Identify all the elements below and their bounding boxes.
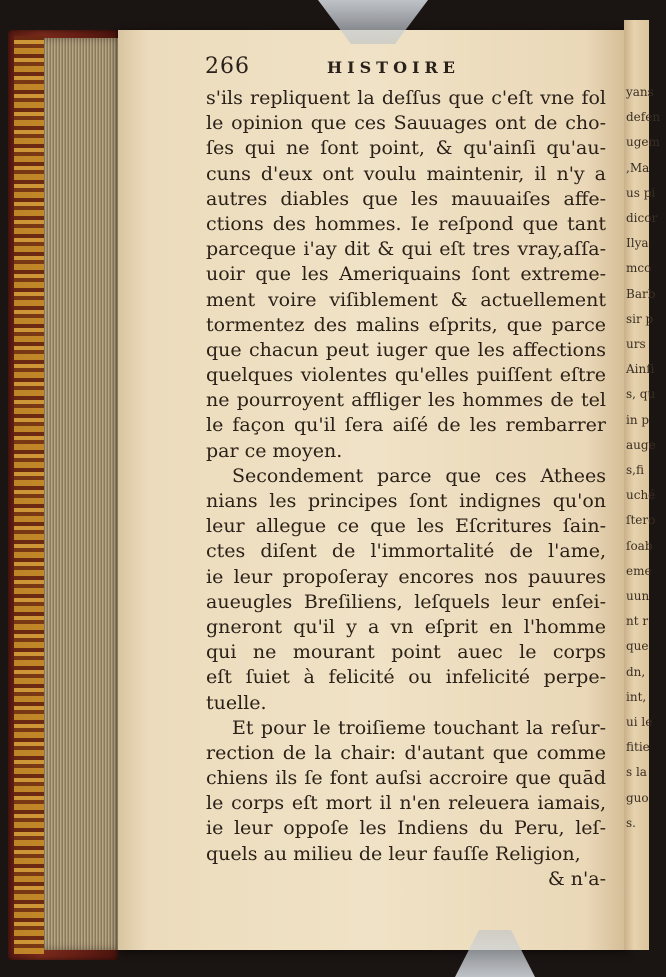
facing-page-fragment: eme (626, 563, 652, 578)
page-edges (44, 38, 122, 950)
text-line: tormentez des malins eſprits, que parce (206, 313, 606, 336)
text-line: rection de la chair: d'autant que comme (206, 741, 606, 764)
text-line: s'ils repliquent la deſſus que c'eſt vne fol (206, 87, 606, 109)
facing-page-fragment: Ainſi (626, 362, 655, 377)
facing-page-fragment: yans (626, 85, 654, 99)
facing-page-fragment: ,Ma (626, 160, 650, 175)
facing-page-fragment: mco (626, 261, 652, 276)
facing-page-fragment: Barb (626, 286, 656, 301)
body-text (206, 86, 606, 892)
facing-page-fragment: s. (626, 815, 636, 830)
facing-page-fragment: in p (626, 412, 650, 427)
text-line: leur allegue ce que les Eſcritures ſain- (206, 515, 606, 538)
text-line: chiens ils ſe font auſsi accroire que quād (206, 767, 606, 790)
text-line: nians les principes ſont indignes qu'on (206, 490, 606, 512)
facing-page-fragment: fitie (626, 740, 650, 755)
facing-page-fragment: uché (626, 488, 656, 503)
text-line: parceque i'ay dit & qui eſt tres vray,aſſa- (206, 238, 606, 261)
facing-page-fragment: ſtero (626, 513, 656, 528)
text-line: qui ne mourant point auec le corps (206, 641, 606, 664)
text-line: autres diables que les mauuaiſes affe- (206, 187, 606, 210)
facing-page-fragment: dn, (626, 664, 646, 679)
facing-page-fragment: que (626, 639, 649, 654)
facing-page-fragment: s,fi (626, 463, 644, 478)
text-line: tuelle. (206, 691, 267, 714)
text-line: le corps eſt mort il n'en releuera iamais, (206, 792, 606, 815)
text-line: ctes diſent de l'immortalité de l'ame, (206, 540, 606, 563)
facing-page-fragment: auge (626, 437, 656, 452)
text-line: ment voire viſiblement & actuellement (206, 288, 606, 311)
text-line: gneront qu'il y a vn eſprit en l'homme (206, 615, 606, 638)
text-line: uoir que les Ameriquains ſont extreme- (206, 263, 606, 286)
text-line: ne pourroyent affliger les hommes de tel (206, 389, 606, 412)
facing-page-fragment: dicor (626, 211, 658, 226)
facing-page-fragment: Ilya (626, 236, 649, 251)
running-title: HISTOIRE (327, 58, 460, 77)
text-line: ctions des hommes. Ie reſpond que tant (206, 212, 606, 235)
text-line: eſt ſuiet à felicité ou infelicité perpe- (206, 666, 606, 689)
facing-page-fragment: ugem (626, 135, 660, 150)
text-line: cuns d'eux ont voulu maintenir, il n'y a (206, 162, 606, 185)
text-line: aueugles Breſiliens, leſquels leur enſei- (206, 590, 606, 613)
text-line: quelques violentes qu'elles puiſſent eſtre (206, 364, 606, 387)
facing-page-fragment: uun (626, 589, 650, 604)
text-line: le opinion que ces Sauuages ont de cho- (206, 112, 606, 135)
text-line: ie leur propoſeray encores nos pauures (206, 565, 606, 588)
facing-page-fragment: defen (626, 110, 661, 125)
facing-page-fragment: urs (626, 337, 646, 352)
text-line: Secondement parce que ces Athees (232, 464, 606, 487)
catchword: & n'a- (547, 867, 606, 890)
text-line: que chacun peut iuger que les affections (206, 338, 606, 361)
page-number: 266 (205, 54, 250, 79)
text-line: ſes qui ne ſont point, & qu'ainſi qu'au- (206, 137, 606, 160)
facing-page-fragment: int, (626, 689, 647, 704)
text-line: par ce moyen. (206, 439, 343, 462)
text-line: Et pour le troiſieme touchant la reſur- (232, 716, 606, 739)
facing-page-fragment: us pi (626, 185, 656, 200)
page-header (205, 54, 605, 84)
text-line: quels au milieu de leur fauſſe Religion, (206, 842, 581, 865)
text-line: ie leur oppoſe les Indiens du Peru, leſ- (206, 817, 606, 840)
facing-page-fragment: nt r (626, 614, 649, 629)
facing-page-fragment: sir p (626, 311, 654, 326)
facing-page-fragment: guo (626, 790, 649, 805)
gilt-cover-border (14, 36, 44, 954)
facing-page (624, 20, 661, 950)
facing-page-fragment: ui le (626, 715, 653, 730)
facing-page-fragments (626, 80, 666, 836)
facing-page-fragment: s, qu (626, 387, 656, 402)
text-line: le façon qu'il ſera aiſé de les rembarrer (206, 414, 606, 437)
facing-page-fragment: s la (626, 765, 647, 780)
facing-page-fragment: ſoab (626, 538, 653, 553)
